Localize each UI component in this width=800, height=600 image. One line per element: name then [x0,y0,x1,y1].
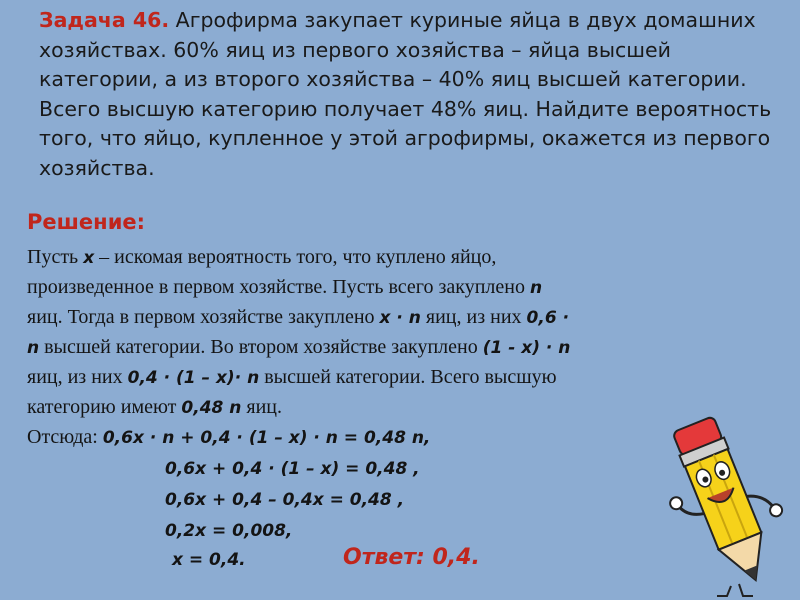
solution-line-7: Отсюда: 0,6x · n + 0,4 · (1 – x) · n = 0,48 n, [27,426,431,448]
solution-line-6: категорию имеют 0,48 n яиц. [27,396,282,418]
problem-text: Агрофирма закупает куриные яйца в двух домашних хозяйствах. 60% яиц из первого хозяйства – яйца высшей категории, а из второго хозяйства – 40% яиц высшей категории. Всего высшую категорию получает 48% яиц. Найдите вероятность того, что яйцо, купленное у этой агрофирмы, окажется из первого хозяйства. [39,8,772,180]
solution-line-4: n высшей категории. Во втором хозяйстве закуплено (1 - x) · n [27,336,571,358]
answer: Ответ: 0,4. [343,545,480,570]
equation-step-4: 0,2x = 0,008, [165,521,293,541]
solution-line-5: яиц, из них 0,4 · (1 – x)· n высшей категории. Всего высшую [27,366,557,388]
equation-step-5: x = 0,4. [172,550,246,570]
solution-line-3: яиц. Тогда в первом хозяйстве закуплено x · n яиц, из них 0,6 · [27,306,570,328]
equation-step-3: 0,6x + 0,4 – 0,4x = 0,48 , [165,490,405,510]
solution-line-2: произведенное в первом хозяйстве. Пусть всего закуплено n [27,276,543,298]
cartoon-pencil-icon [655,410,795,598]
problem-label: Задача 46. [39,8,170,32]
solution-heading: Решение: [27,210,146,234]
equation-step-2: 0,6x + 0,4 · (1 – x) = 0,48 , [165,459,420,479]
problem-statement [39,6,789,183]
solution-line-1: Пусть x – искомая вероятность того, что куплено яйцо, [27,246,497,268]
